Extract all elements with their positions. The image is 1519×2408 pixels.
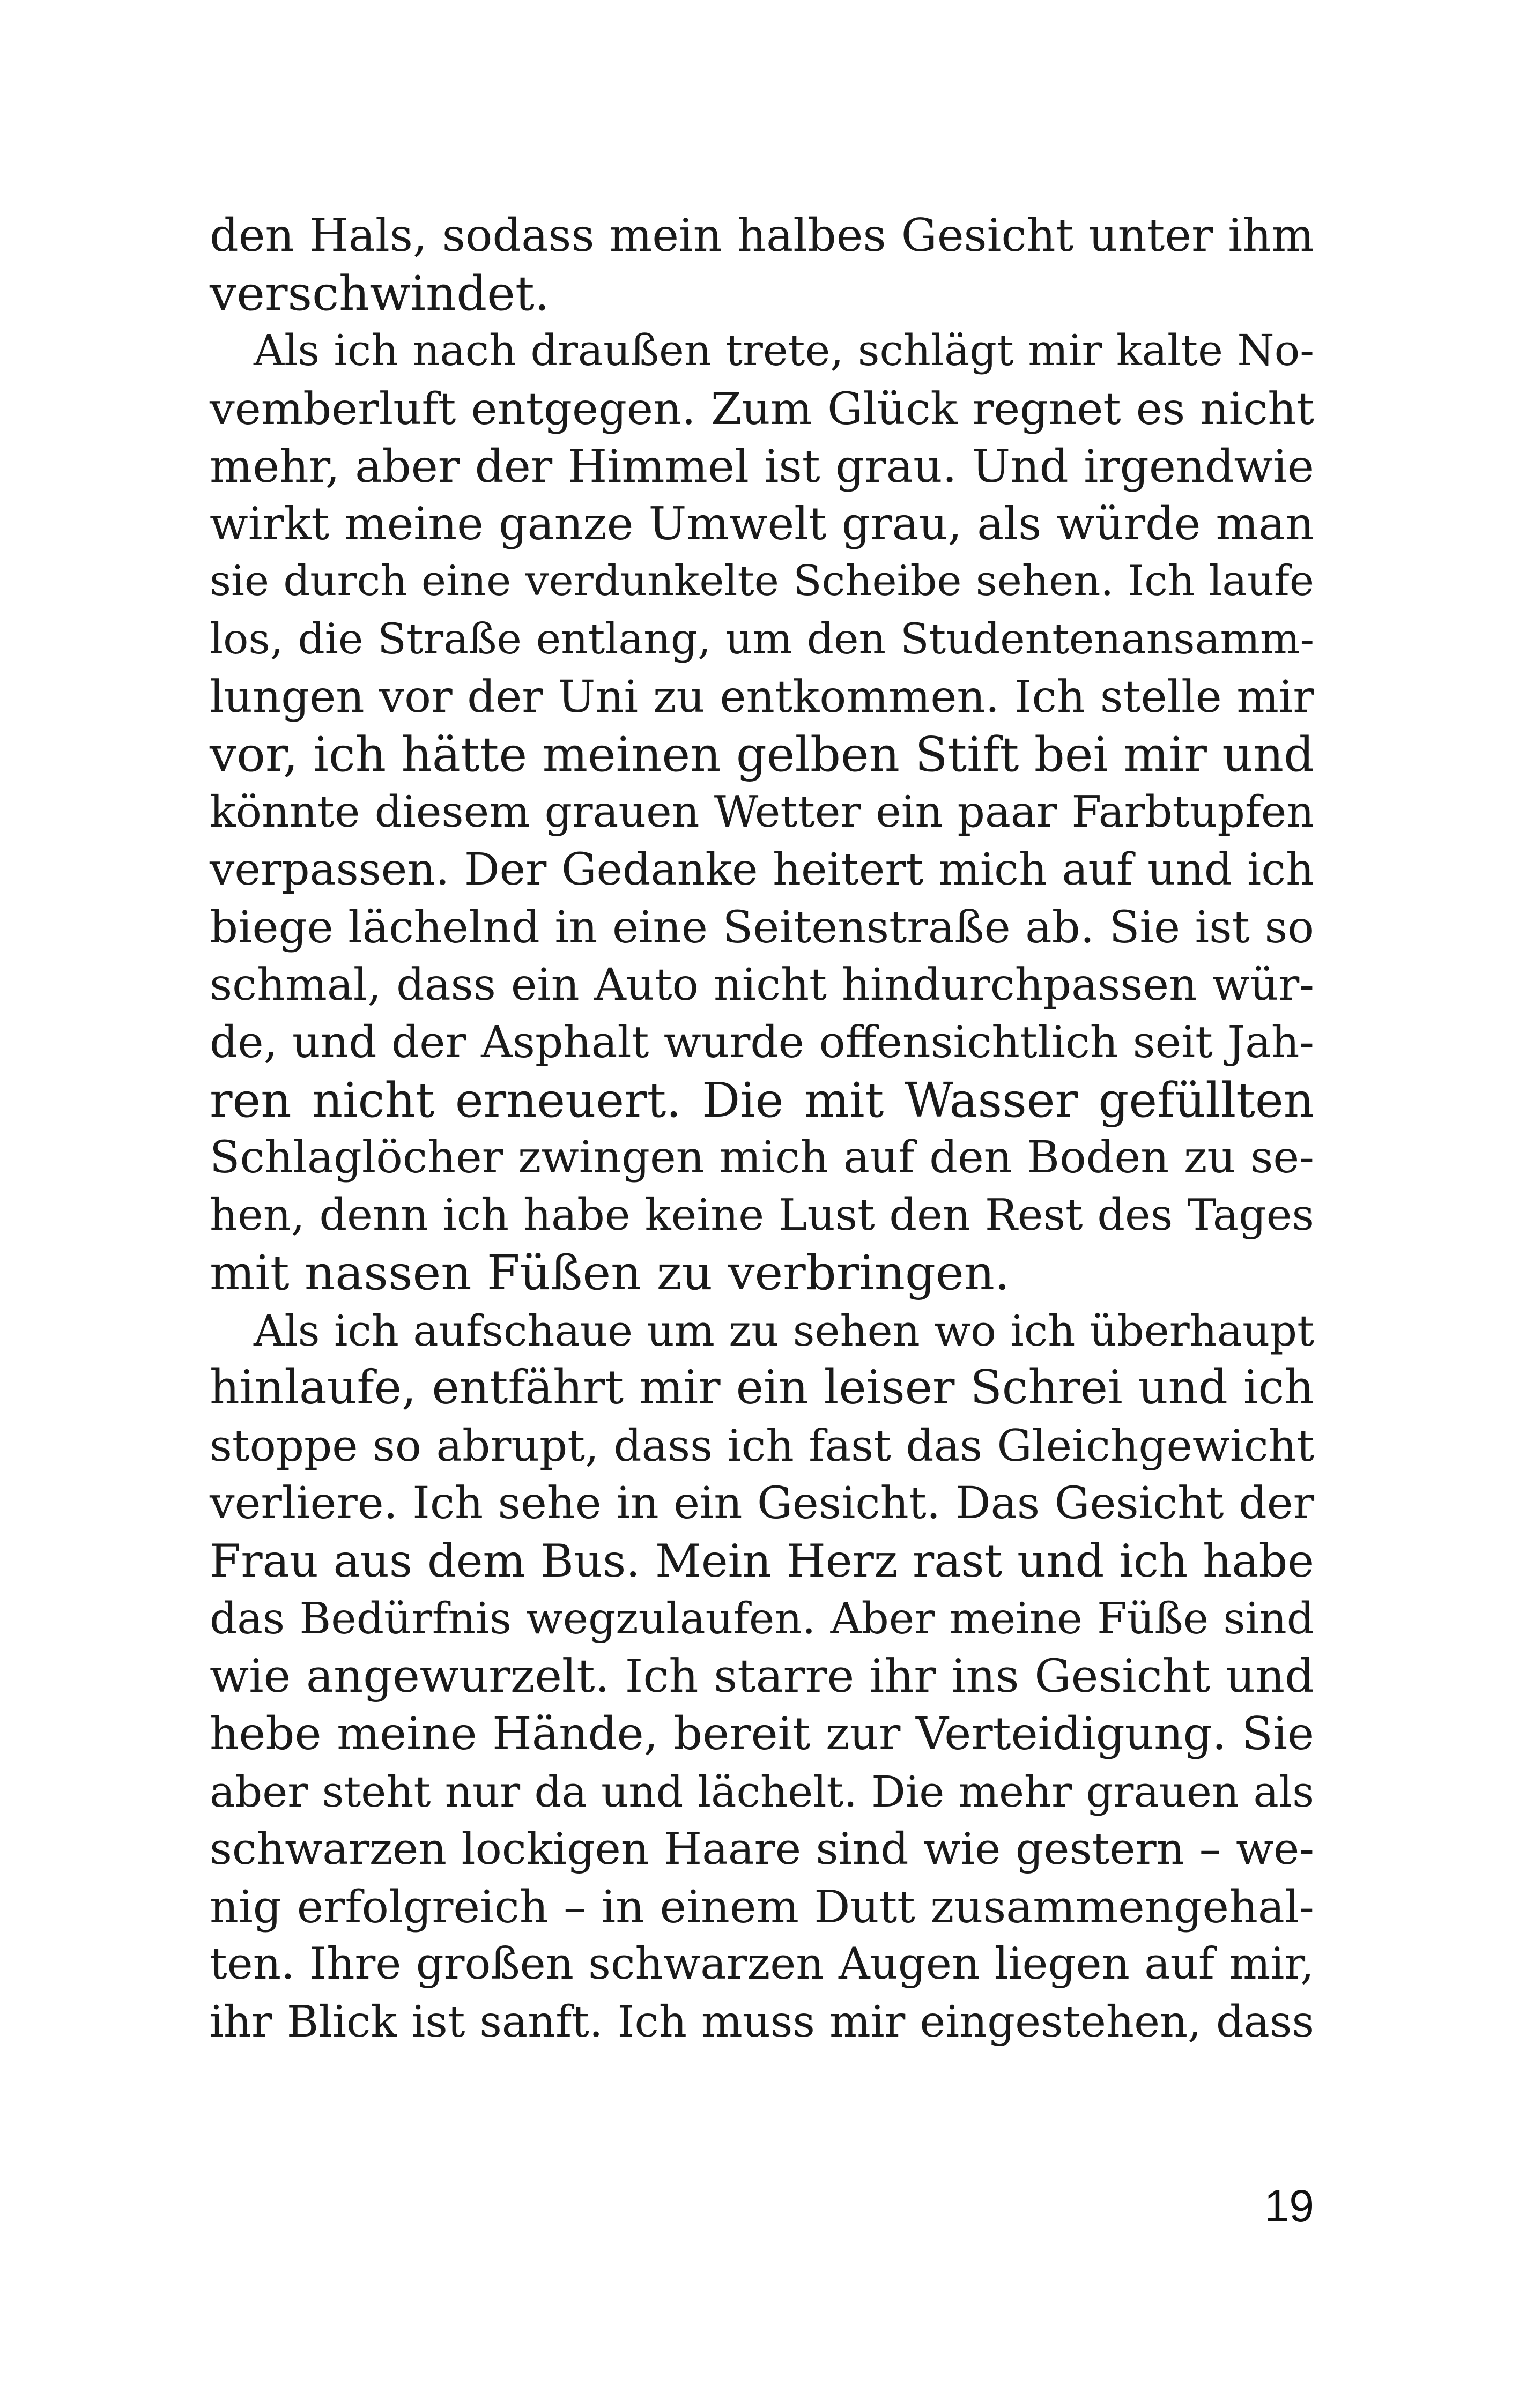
text-line: mit nassen Füßen zu verbringen. — [210, 1245, 1010, 1300]
text-line: das Bedürfnis wegzulaufen. Aber meine Füße sind — [210, 1594, 1314, 1644]
text-line: verschwindet. — [210, 265, 550, 321]
text-line: biege lächelnd in eine Seitenstraße ab. Sie ist so — [210, 901, 1314, 953]
text-line: verpassen. Der Gedanke heitert mich auf und ich — [210, 844, 1314, 895]
text-line: könnte diesem grauen Wetter ein paar Farbtupfen — [210, 786, 1314, 837]
text-line: hebe meine Hände, bereit zur Verteidigung. Sie — [210, 1707, 1314, 1760]
text-line: ren nicht erneuert. Die mit Wasser gefüllten — [210, 1072, 1314, 1128]
text-line: de, und der Asphalt wurde offensichtlich seit Jah- — [210, 1017, 1314, 1068]
text-line: nig erfolgreich – in einem Dutt zusammengehal- — [210, 1880, 1314, 1933]
text-line: Als ich nach draußen trete, schlägt mir kalte No- — [254, 326, 1314, 375]
text-line: wie angewurzelt. Ich starre ihr ins Gesicht und — [210, 1649, 1314, 1703]
text-line: lungen vor der Uni zu entkommen. Ich stelle mir — [210, 671, 1314, 723]
text-line: mehr, aber der Himmel ist grau. Und irgendwie — [210, 440, 1314, 493]
paragraph — [210, 1302, 1314, 2052]
text-line: ten. Ihre großen schwarzen Augen liegen auf mir, — [210, 1939, 1314, 1989]
text-line: hinlaufe, entfährt mir ein leiser Schrei und ich — [210, 1361, 1314, 1415]
text-line: Schlaglöcher zwingen mich auf den Boden zu se- — [210, 1132, 1314, 1183]
text-line: aber steht nur da und lächelt. Die mehr grauen als — [210, 1766, 1314, 1817]
text-line: wirkt meine ganze Umwelt grau, als würde man — [210, 497, 1314, 550]
text-line: schwarzen lockigen Haare sind wie gestern – we- — [210, 1824, 1314, 1875]
text-line: vemberluft entgegen. Zum Glück regnet es nicht — [210, 382, 1314, 435]
text-line: stoppe so abrupt, dass ich fast das Gleichgewicht — [210, 1420, 1314, 1471]
text-line: Als ich aufschaue um zu sehen wo ich überhaupt — [254, 1305, 1314, 1356]
text-line: Frau aus dem Bus. Mein Herz rast und ich habe — [210, 1534, 1314, 1587]
text-line: vor, ich hätte meinen gelben Stift bei mir und — [210, 726, 1314, 782]
paragraph — [210, 207, 1314, 322]
text-line: ihr Blick ist sanft. Ich muss mir eingestehen, dass — [210, 1996, 1314, 2047]
text-line: los, die Straße entlang, um den Studentenansamm- — [210, 614, 1314, 664]
text-line: schmal, dass ein Auto nicht hindurchpassen wür- — [210, 959, 1314, 1010]
body-text — [210, 207, 1314, 2051]
text-line: hen, denn ich habe keine Lust den Rest des Tages — [210, 1190, 1314, 1240]
text-line: sie durch eine verdunkelte Scheibe sehen. Ich laufe — [210, 557, 1314, 605]
paragraph — [210, 322, 1314, 1302]
page-number: 19 — [1264, 2181, 1314, 2231]
text-line: den Hals, sodass mein halbes Gesicht unter ihm — [210, 209, 1314, 262]
text-line: verliere. Ich sehe in ein Gesicht. Das Gesicht der — [210, 1477, 1314, 1529]
